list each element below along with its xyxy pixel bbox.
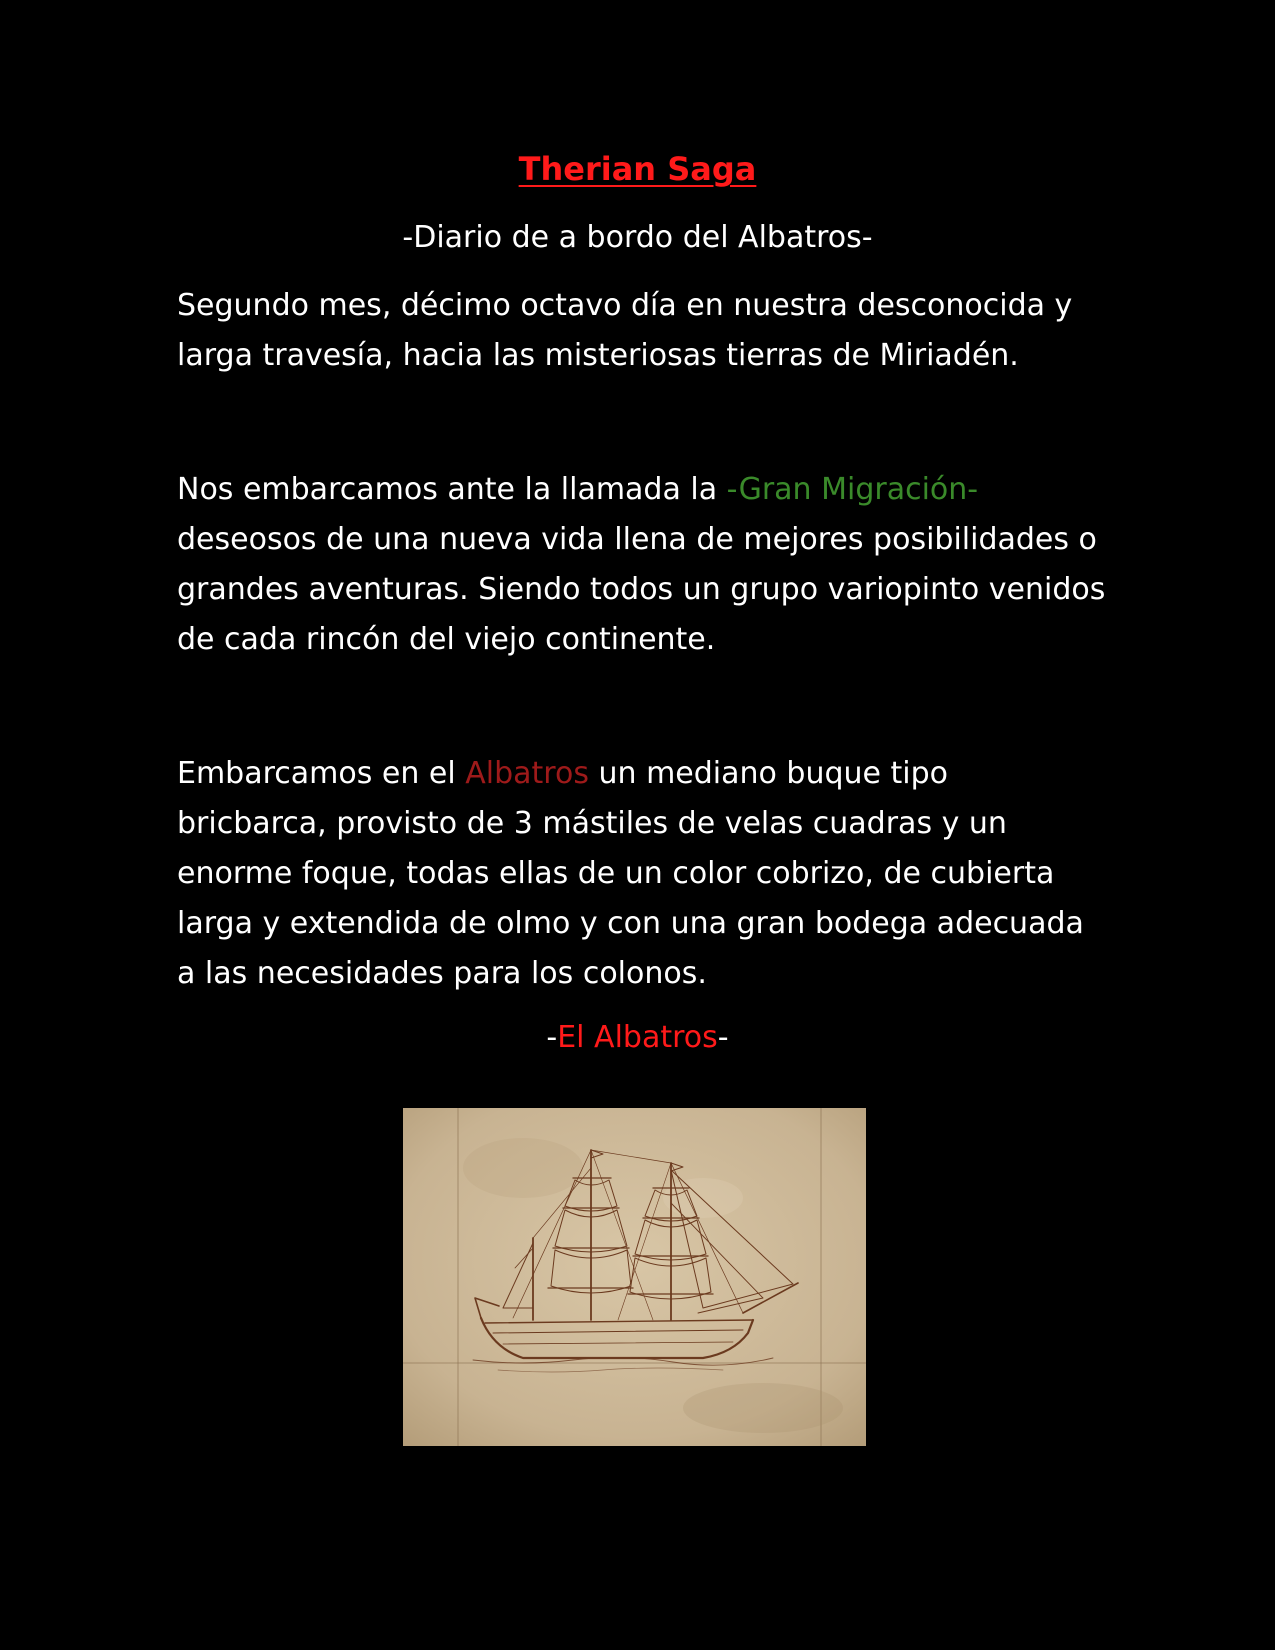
ship-icon: [403, 1108, 866, 1446]
albatros-highlight: Albatros: [465, 756, 589, 791]
gran-migracion-highlight: -Gran Migración-: [726, 472, 979, 507]
document-title: Therian Saga: [518, 150, 757, 188]
caption-ship-name: El Albatros: [557, 1020, 718, 1055]
paragraph-migration-text-after: deseosos de una nueva vida llena de mejores posibilidades o grandes aventuras. Siendo todos un grupo variopinto venidos de cada rincón del viejo continente.: [177, 522, 1106, 657]
paragraph-migration-text-before: Nos embarcamos ante la llamada la: [177, 472, 727, 507]
paragraph-intro: Segundo mes, décimo octavo día en nuestra desconocida y larga travesía, hacia las misteriosas tierras de Miriadén.: [177, 288, 1073, 373]
document-subtitle: -Diario de a bordo del Albatros-: [402, 220, 873, 255]
paragraph-ship: [177, 749, 1107, 999]
paragraph-migration: [177, 465, 1107, 665]
caption-dash-right: -: [717, 1020, 729, 1055]
paragraph-ship-text-before: Embarcamos en el: [177, 756, 466, 791]
ship-illustration: [403, 1108, 866, 1446]
paragraph-ship-text-after: un mediano buque tipo bricbarca, provisto de 3 mástiles de velas cuadras y un enorme foque, todas ellas de un color cobrizo, de cubierta larga y extendida de olmo y con una gran bodega adecuada a las necesidades para los colonos.: [177, 756, 1084, 991]
image-caption: [0, 1020, 1275, 1055]
caption-dash-left: -: [546, 1020, 558, 1055]
